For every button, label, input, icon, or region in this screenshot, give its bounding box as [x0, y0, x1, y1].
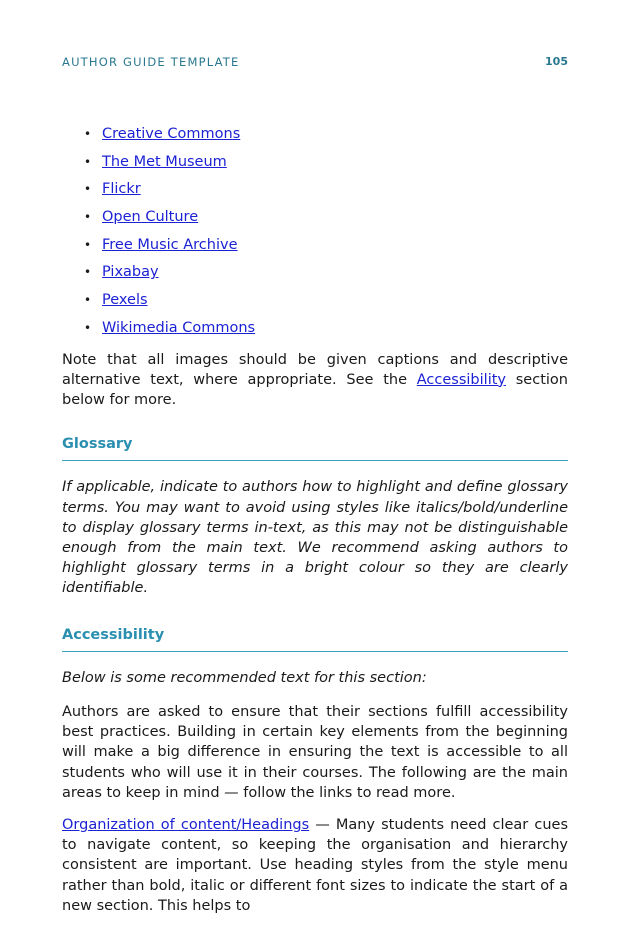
bullet-icon: •: [84, 182, 92, 197]
link-met-museum[interactable]: The Met Museum: [102, 153, 227, 170]
list-item: [84, 290, 568, 318]
running-header: [62, 55, 568, 71]
link-open-culture[interactable]: Open Culture: [102, 209, 199, 226]
page-number: 105: [545, 55, 568, 68]
accessibility-body: Authors are asked to ensure that their sections fulfill accessibility best practices. Building in certain key elements from the beginning will make a big difference in ensuring the text is accessible to all students who will use it in their courses. The following are the main areas to keep in mind — follow the links to read more.: [62, 703, 568, 801]
note-text-after: section below for more.: [62, 371, 568, 408]
running-title: AUTHOR GUIDE TEMPLATE: [62, 55, 240, 69]
page-content: [62, 124, 568, 916]
link-wikimedia-commons[interactable]: Wikimedia Commons: [102, 319, 256, 336]
note-text-before: Note that all images should be given captions and descriptive alternative text, where appropriate. See the: [62, 351, 568, 388]
link-creative-commons[interactable]: Creative Commons: [102, 126, 241, 142]
glossary-instructions: If applicable, indicate to authors how to highlight and define glossary terms. You may want to avoid using styles like italics/bold/underline to display glossary terms in-text, as this may not be distinguishable enough from the main text. We recommend asking authors to highlight glossary terms in a bright colour so they are clearly identifiable.: [62, 479, 568, 597]
accessibility-intro: Below is some recommended text for this section:: [62, 669, 427, 686]
glossary-heading: Glossary: [62, 434, 568, 461]
link-pexels[interactable]: Pexels: [102, 292, 148, 309]
organization-headings-link[interactable]: Organization of content/Headings: [62, 816, 310, 833]
list-item: [84, 179, 568, 207]
list-item: [84, 207, 568, 235]
bullet-icon: •: [84, 127, 92, 141]
bullet-icon: •: [84, 265, 92, 280]
list-item: [84, 235, 568, 263]
bullet-icon: •: [84, 154, 92, 169]
organization-paragraph: [62, 815, 568, 916]
bullet-icon: •: [84, 320, 92, 335]
bullet-icon: •: [84, 293, 92, 308]
organization-text: — Many students need clear cues to navigate content, so keeping the organisation and hierarchy consistent are important. Use heading styles from the style menu rather than bold, italic or different font sizes to indicate the start of a new section. This helps to: [62, 816, 568, 914]
link-pixabay[interactable]: Pixabay: [102, 264, 159, 281]
bullet-icon: •: [84, 210, 92, 225]
list-item: [84, 152, 568, 180]
image-resources-list: [62, 124, 568, 346]
accessibility-link[interactable]: Accessibility: [416, 371, 506, 388]
list-item: [84, 318, 568, 346]
list-item: [84, 262, 568, 290]
accessibility-heading: Accessibility: [62, 625, 568, 652]
list-item: [84, 124, 568, 152]
link-flickr[interactable]: Flickr: [102, 181, 141, 198]
image-caption-note: [62, 350, 568, 411]
link-free-music-archive[interactable]: Free Music Archive: [102, 236, 238, 253]
bullet-icon: •: [84, 237, 92, 252]
